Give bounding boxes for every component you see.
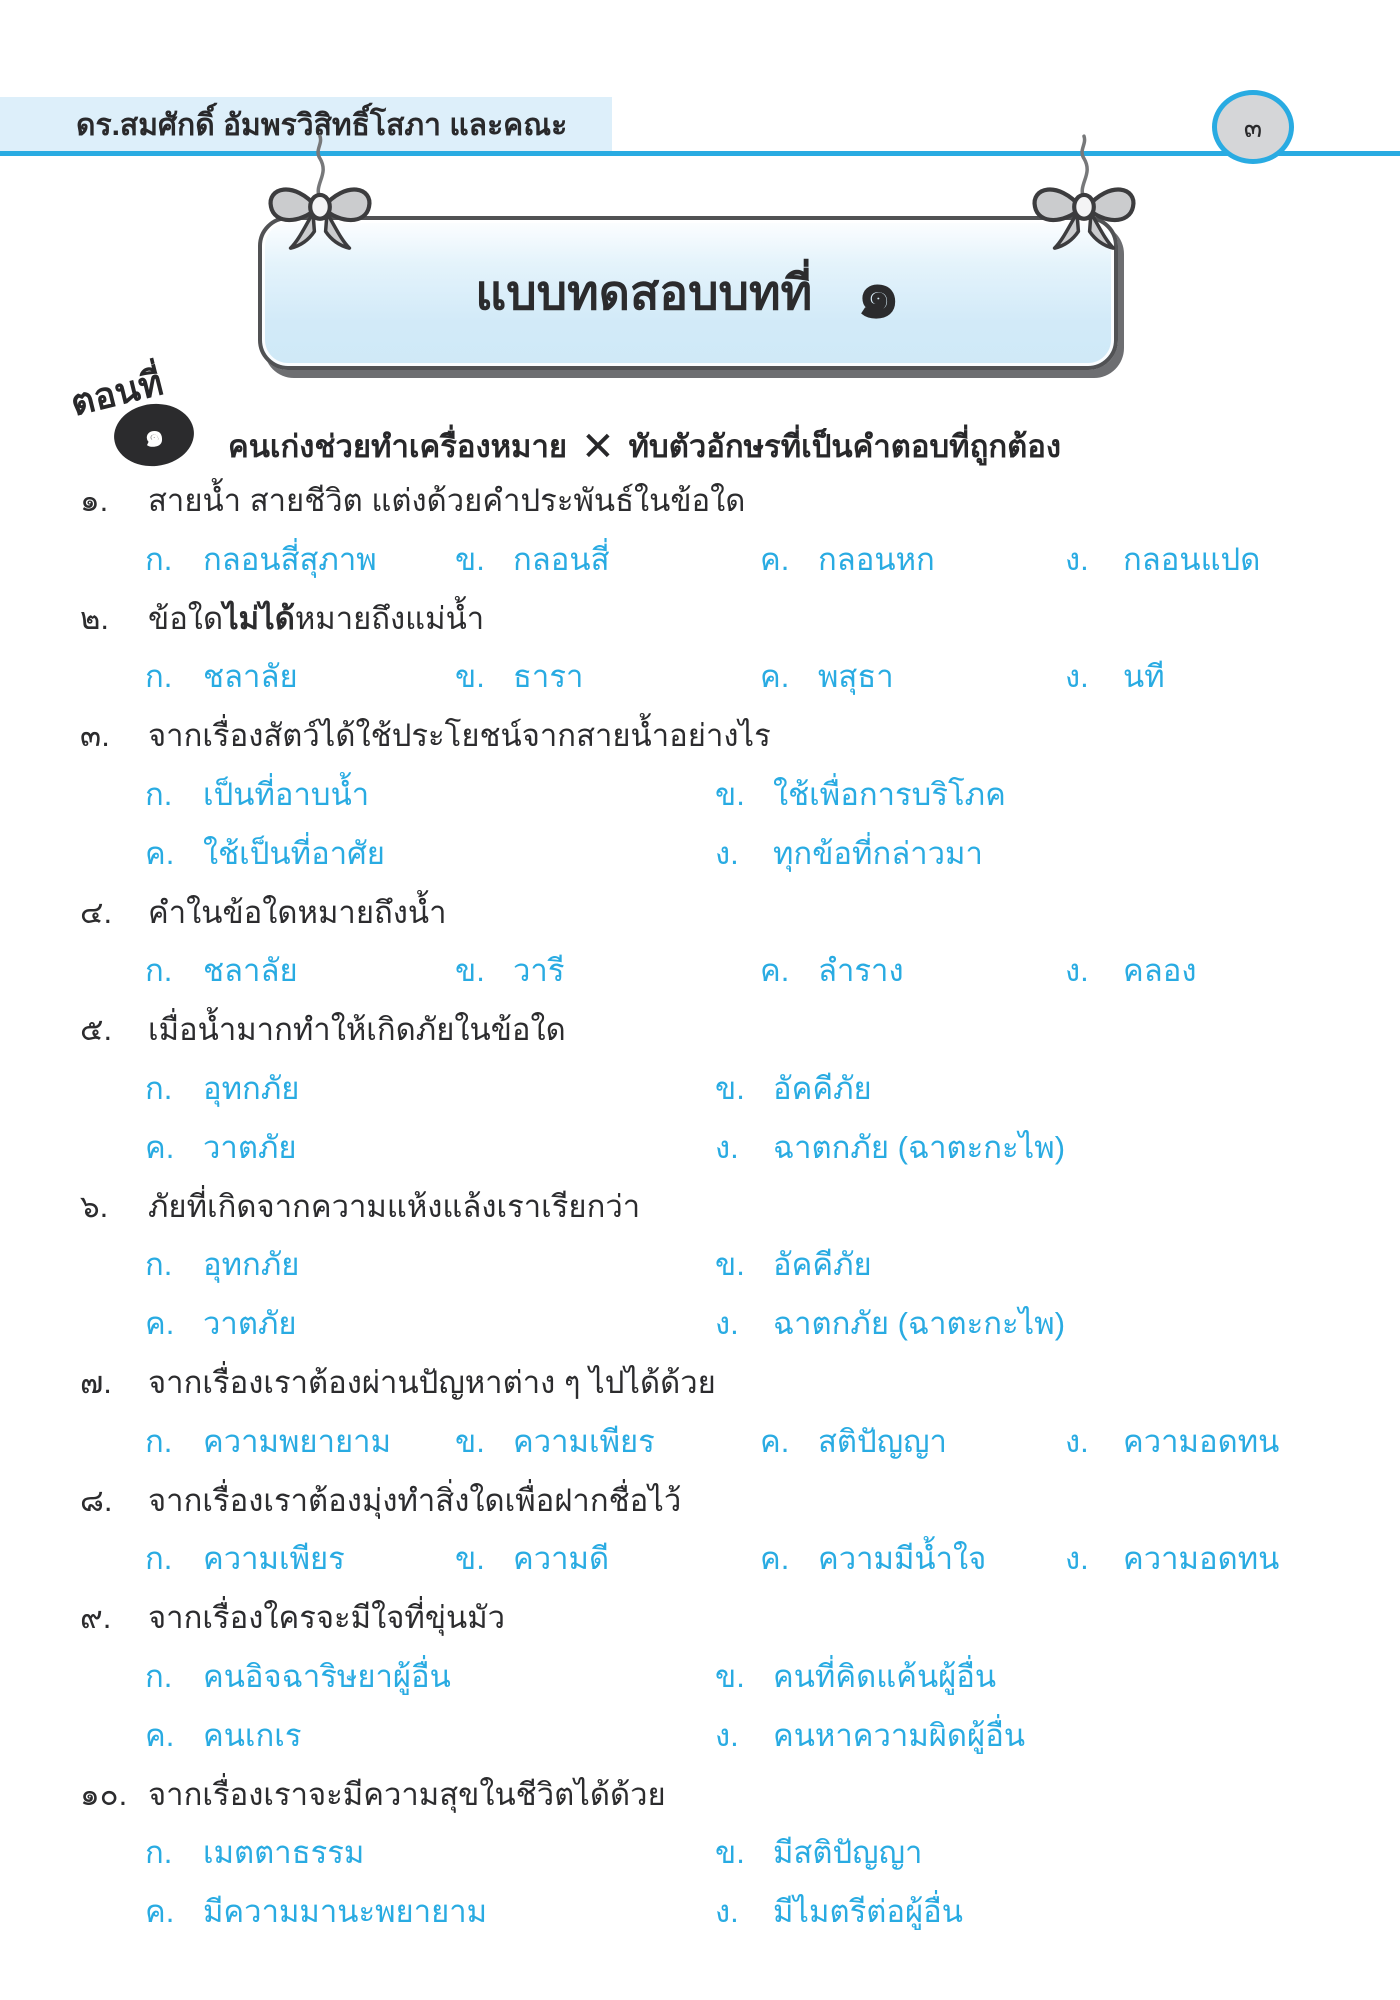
option-text: คนเกเร (203, 1717, 302, 1753)
page-title: แบบทดสอบบทที่ (475, 267, 813, 320)
header-rule (0, 151, 1400, 156)
option-label: ง. (1065, 541, 1089, 577)
question-text: ข้อใดไม่ได้หมายถึงแม่น้ำ (148, 600, 485, 636)
question-number: ๓. (80, 718, 110, 754)
question-row (0, 590, 1400, 649)
question-number: ๗. (80, 1364, 112, 1400)
option-label: ค. (145, 1306, 175, 1342)
question-text: ภัยที่เกิดจากความแห้งแล้งเราเรียกว่า (148, 1188, 641, 1224)
option-label: ค. (145, 1894, 175, 1930)
option-text: วาตภัย (203, 1129, 297, 1165)
option-label: ก. (145, 1247, 173, 1283)
option-text: มีไมตรีต่อผู้อื่น (773, 1894, 963, 1930)
question-row (0, 884, 1400, 943)
option-text: คลอง (1123, 953, 1197, 989)
option-text: อุทกภัย (203, 1070, 300, 1106)
option-label: ก. (145, 1658, 173, 1694)
section-number: ๑ (141, 415, 166, 454)
option-text: กลอนสี่สุภาพ (203, 541, 377, 577)
question-number: ๑. (80, 483, 109, 518)
option-label: ค. (760, 953, 790, 989)
option-row (0, 1236, 1400, 1295)
question-text: จากเรื่องเราต้องผ่านปัญหาต่าง ๆ ไปได้ด้วย (148, 1364, 716, 1400)
option-label: ง. (715, 1894, 739, 1930)
option-text: กลอนหก (818, 541, 935, 577)
instruction-line (228, 420, 1061, 472)
question-row (0, 472, 1400, 531)
question-text: เมื่อน้ำมากทำให้เกิดภัยในข้อใด (148, 1012, 566, 1048)
option-text: ชลาลัย (203, 953, 298, 989)
option-label: ข. (455, 659, 485, 695)
option-label: ก. (145, 776, 173, 812)
question-row (0, 1354, 1400, 1413)
option-text: พสุธา (818, 659, 894, 695)
option-text: เมตตาธรรม (203, 1835, 365, 1871)
option-label: ง. (715, 1306, 739, 1342)
question-number: ๕. (80, 1012, 113, 1048)
option-text: ลำราง (818, 953, 904, 989)
question-row (0, 1472, 1400, 1531)
option-label: ค. (760, 1423, 790, 1459)
question-text: จากเรื่องใครจะมีใจที่ขุ่นมัว (148, 1600, 506, 1636)
option-label: ง. (1065, 1541, 1089, 1577)
option-label: ง. (715, 1129, 739, 1165)
option-text: คนที่คิดแค้นผู้อื่น (773, 1658, 997, 1694)
option-label: ค. (760, 541, 790, 577)
option-label: ข. (715, 776, 745, 812)
option-label: ง. (1065, 953, 1089, 989)
question-row (0, 1001, 1400, 1060)
option-label: ข. (455, 1423, 485, 1459)
option-label: ก. (145, 953, 173, 989)
chapter-number: ๑ (856, 254, 901, 332)
option-label: ค. (760, 1541, 790, 1577)
option-text: ใช้เพื่อการบริโภค (773, 776, 1006, 812)
option-text: อุทกภัย (203, 1247, 300, 1283)
option-text: คนอิจฉาริษยาผู้อื่น (203, 1658, 451, 1694)
option-text: วาตภัย (203, 1306, 297, 1342)
option-text: มีสติปัญญา (773, 1835, 923, 1871)
option-label: ง. (1065, 1423, 1089, 1459)
option-text: ความเพียร (203, 1541, 345, 1577)
option-label: ข. (455, 541, 485, 577)
option-row (0, 1883, 1400, 1942)
instruction-before: คนเก่งช่วยทำเครื่องหมาย (228, 429, 568, 464)
option-label: ข. (455, 953, 485, 989)
question-text: สายน้ำ สายชีวิต แต่งด้วยคำประพันธ์ในข้อใด (148, 483, 746, 518)
ribbon-bow-icon (1028, 134, 1140, 258)
option-text: กลอนสี่ (513, 541, 610, 577)
option-label: ก. (145, 541, 173, 577)
page-number-badge (1212, 90, 1294, 164)
option-text: ฉาตกภัย (ฉาตะกะไพ) (773, 1306, 1066, 1342)
option-text: ฉาตกภัย (ฉาตะกะไพ) (773, 1129, 1066, 1165)
option-text: มีความมานะพยายาม (203, 1894, 488, 1930)
option-text: อัคคีภัย (773, 1247, 872, 1283)
question-number: ๑๐. (80, 1776, 128, 1812)
instruction-after: ทับตัวอักษรที่เป็นคำตอบที่ถูกต้อง (628, 429, 1062, 464)
question-number: ๘. (80, 1482, 113, 1518)
option-row (0, 1530, 1400, 1589)
cross-mark-icon: ✕ (581, 425, 615, 469)
option-label: ง. (715, 1717, 739, 1753)
option-text: ความมีน้ำใจ (818, 1541, 987, 1577)
question-number: ๒. (80, 600, 110, 636)
option-text: ความพยายาม (203, 1423, 391, 1459)
option-row (0, 648, 1400, 707)
option-text: วารี (513, 953, 565, 989)
question-text: คำในข้อใดหมายถึงน้ำ (148, 894, 447, 930)
option-text: เป็นที่อาบน้ำ (203, 776, 370, 812)
option-text: คนหาความผิดผู้อื่น (773, 1717, 1026, 1753)
author-name: ดร.สมศักดิ์ อัมพรวิสิทธิ์โสภา และคณะ (76, 109, 568, 142)
option-label: ง. (1065, 659, 1089, 695)
option-text: นที (1123, 659, 1165, 695)
question-number: ๔. (80, 894, 113, 930)
option-row (0, 1707, 1400, 1766)
option-row (0, 942, 1400, 1001)
question-number: ๙. (80, 1600, 112, 1636)
option-row (0, 1119, 1400, 1178)
option-row (0, 825, 1400, 884)
option-label: ข. (715, 1070, 745, 1106)
question-row (0, 1589, 1400, 1648)
question-text: จากเรื่องสัตว์ได้ใช้ประโยชน์จากสายน้ำอย่างไร (148, 718, 771, 754)
option-text: ธารา (513, 659, 584, 695)
option-row (0, 1648, 1400, 1707)
chapter-test-title-box (258, 216, 1118, 370)
option-text: ใช้เป็นที่อาศัย (203, 835, 385, 871)
option-text: ความดี (513, 1541, 610, 1577)
option-label: ก. (145, 1541, 173, 1577)
option-text: ความเพียร (513, 1423, 655, 1459)
option-text: สติปัญญา (818, 1423, 947, 1459)
option-row (0, 1060, 1400, 1119)
question-number: ๖. (80, 1188, 109, 1224)
option-label: ก. (145, 1070, 173, 1106)
question-text: จากเรื่องเราต้องมุ่งทำสิ่งใดเพื่อฝากชื่อไว้ (148, 1482, 682, 1518)
option-label: ก. (145, 1423, 173, 1459)
option-label: ข. (715, 1247, 745, 1283)
option-text: ทุกข้อที่กล่าวมา (773, 835, 983, 871)
option-text: กลอนแปด (1123, 541, 1261, 577)
option-label: ค. (145, 835, 175, 871)
option-row (0, 766, 1400, 825)
question-row (0, 707, 1400, 766)
option-label: ข. (715, 1835, 745, 1871)
option-label: ค. (145, 1717, 175, 1753)
option-text: อัคคีภัย (773, 1070, 872, 1106)
option-label: ค. (760, 659, 790, 695)
question-row (0, 1766, 1400, 1825)
option-label: ก. (145, 659, 173, 695)
option-row (0, 1295, 1400, 1354)
page-number: ๓ (1243, 112, 1263, 143)
option-label: ข. (455, 1541, 485, 1577)
questions (0, 472, 1400, 1942)
option-label: ข. (715, 1658, 745, 1694)
option-text: ความอดทน (1123, 1541, 1280, 1577)
option-label: ง. (715, 835, 739, 871)
option-text: ความอดทน (1123, 1423, 1280, 1459)
section-label: ตอนที่ (66, 361, 167, 424)
option-row (0, 531, 1400, 590)
option-text: ชลาลัย (203, 659, 298, 695)
ribbon-bow-icon (264, 134, 376, 258)
option-row (0, 1824, 1400, 1883)
question-text: จากเรื่องเราจะมีความสุขในชีวิตได้ด้วย (148, 1776, 666, 1812)
option-label: ค. (145, 1129, 175, 1165)
question-row (0, 1178, 1400, 1237)
option-label: ก. (145, 1835, 173, 1871)
option-row (0, 1413, 1400, 1472)
